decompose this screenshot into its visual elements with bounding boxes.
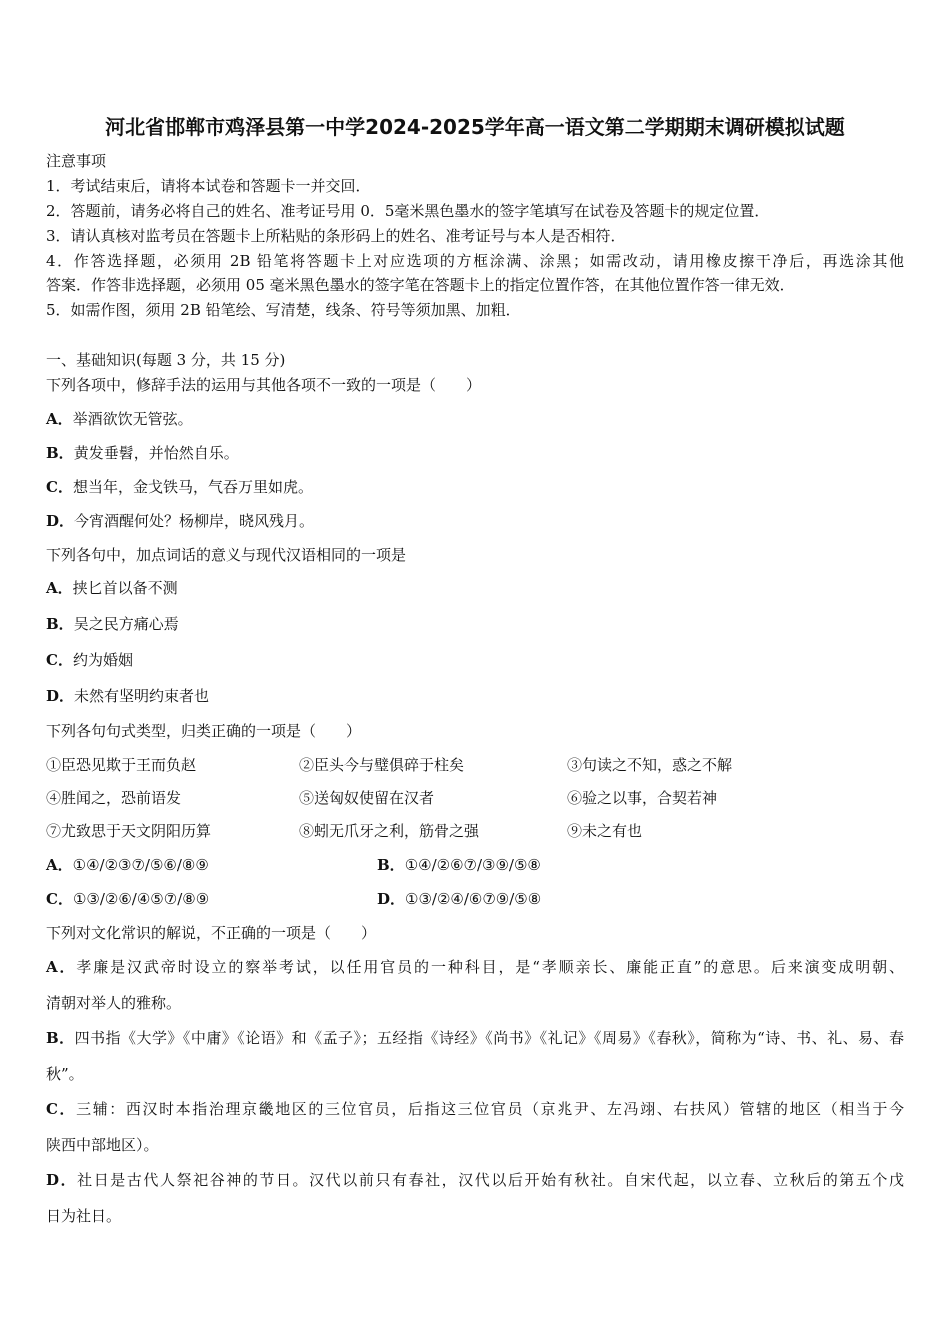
option-label: B． [46,444,74,462]
option-text: ①③/②④/⑥⑦⑨/⑤⑧ [405,890,542,908]
option-label: A． [46,579,73,597]
option-text: ①③/②⑥/④⑤⑦/⑧⑨ [72,890,210,908]
section-heading: 一、基础知识(每题 3 分，共 15 分) [46,351,286,369]
option-text: 想当年，金戈铁马，气吞万里如虎。 [72,478,313,496]
option-b [46,1028,904,1048]
option-label: B． [46,1029,75,1047]
option-c [46,889,209,909]
option-label: A． [46,958,77,976]
option-label: A． [46,410,73,428]
notice-heading: 注意事项 [46,152,107,170]
option-text: ①④/②⑥⑦/③⑨/⑤⑧ [404,856,541,874]
sentence-item: ⑦尤致思于天文阴阳历算 [46,822,212,840]
option-b [377,855,541,875]
option-text-continued: 秋”。 [46,1065,84,1083]
option-label: D． [46,1171,78,1189]
option-text: 挟匕首以备不测 [72,579,178,597]
option-label: C． [46,1100,77,1118]
option-d [377,889,541,909]
notice-item: 2．答题前，请务必将自己的姓名、准考证号用 0．5毫米黑色墨水的签字笔填写在试卷及答题卡的规定位置． [46,202,770,220]
option-label: B． [377,856,405,874]
option-text: 今宵酒醒何处？杨柳岸，晓风残月。 [74,512,315,530]
option-label: D． [46,687,75,705]
option-label: C． [46,478,73,496]
notice-item: 1．考试结束后，请将本试卷和答题卡一并交回． [46,177,371,195]
option-text: 吴之民方痛心焉 [73,615,179,633]
sentence-item: ⑥验之以事，合契若神 [567,789,718,807]
notice-item: 5．如需作图，须用 2B 铅笔绘、写清楚，线条、符号等须加黑、加粗． [46,301,521,319]
option-label: B． [46,615,74,633]
option-text: 未然有坚明约束者也 [74,687,210,705]
sentence-item: ①臣恐见欺于王而负赵 [46,756,197,774]
option-b [46,443,239,463]
sentence-item: ⑨未之有也 [567,822,643,840]
sentence-item: ④胜闻之，恐前语发 [46,789,182,807]
option-label: C． [46,890,73,908]
option-a [46,578,178,598]
option-a [46,855,209,875]
notice-item: 4．作答选择题，必须用 2B 铅笔将答题卡上对应选项的方框涂满、涂黑；如需改动，请用橡皮擦干净后，再选涂其他 [46,252,904,270]
option-d [46,686,209,706]
option-text: 约为婚姻 [72,651,133,669]
option-b [46,614,179,634]
option-text-continued: 陕西中部地区）。 [46,1136,159,1154]
option-a [46,409,193,429]
option-c [46,650,133,670]
option-c [46,1099,904,1119]
option-text: ①④/②③⑦/⑤⑥/⑧⑨ [72,856,209,874]
option-label: C． [46,651,73,669]
option-c [46,477,313,497]
option-a [46,957,904,977]
option-text-continued: 清朝对举人的雅称。 [46,994,182,1012]
page-title: 河北省邯郸市鸡泽县第一中学2024-2025学年高一语文第二学期期末调研模拟试题 [105,115,845,139]
option-text: 三辅：西汉时本指治理京畿地区的三位官员，后指这三位官员（京兆尹、左冯翊、右扶风）管辖的地区（相当于今 [76,1100,904,1118]
option-text: 举酒欲饮无管弦。 [72,410,193,428]
option-text: 四书指《大学》《中庸》《论语》和《孟子》；五经指《诗经》《尚书》《礼记》《周易》《春秋》，简称为“诗、书、礼、易、春 [74,1029,904,1047]
option-text: 孝廉是汉武帝时设立的察举考试，以任用官员的一种科目，是“孝顺亲长、廉能正直”的意思。后来演变成明朝、 [76,958,904,976]
sentence-item: ⑤送匈奴使留在汉者 [299,789,435,807]
option-d [46,1170,904,1190]
option-text-continued: 日为社日。 [46,1207,122,1225]
sentence-item: ③句读之不知，惑之不解 [567,756,733,774]
sentence-item: ②臣头今与璧俱碎于柱矣 [299,756,465,774]
question-stem: 下列各句中，加点词话的意义与现代汉语相同的一项是 [46,546,407,564]
sentence-item: ⑧蚓无爪牙之利，筋骨之强 [299,822,480,840]
question-stem: 下列各项中，修辞手法的运用与其他各项不一致的一项是（ ） [46,376,482,394]
option-d [46,511,314,531]
question-stem: 下列对文化常识的解说，不正确的一项是（ ） [46,924,377,942]
option-label: D． [377,890,406,908]
question-stem: 下列各句句式类型，归类正确的一项是（ ） [46,722,362,740]
option-label: A． [46,856,73,874]
option-text: 黄发垂髫，并怡然自乐。 [73,444,239,462]
option-label: D． [46,512,75,530]
notice-item: 3．请认真核对监考员在答题卡上所粘贴的条形码上的姓名、准考证号与本人是否相符． [46,227,626,245]
notice-item: 答案．作答非选择题，必须用 05 毫米黑色墨水的签字笔在答题卡上的指定位置作答，在其他位置作答一律无效． [46,276,795,294]
option-text: 社日是古代人祭祀谷神的节日。汉代以前只有春社，汉代以后开始有秋社。自宋代起，以立春、立秋后的第五个戊 [77,1171,904,1189]
